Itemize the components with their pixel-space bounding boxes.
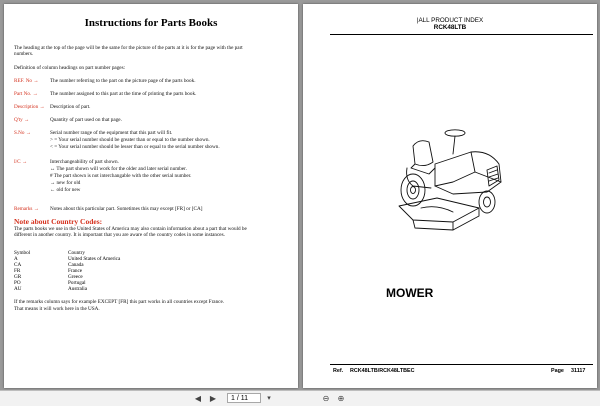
next-page-icon[interactable]: ▶	[209, 394, 217, 403]
def-text-qty: Quantity of part used on that page.	[50, 117, 122, 123]
def-text-sno-3: < = Your serial number should be lesser than or equal to the serial number shown.	[50, 144, 220, 150]
def-text-part-no: The number assigned to this part at the time of printing the parts book.	[50, 91, 197, 97]
page-number-input[interactable]: 1 / 11	[227, 393, 261, 403]
country-name: Portugal	[68, 280, 86, 286]
def-term-part-no: Part No. →	[14, 91, 38, 97]
country-name: Canada	[68, 262, 84, 268]
page-title: Instructions for Parts Books	[84, 17, 218, 29]
country-name: France	[68, 268, 83, 274]
def-text-sno-2: > = Your serial number should be greater than or equal to the number shown.	[50, 137, 210, 143]
footer-page-label: Page	[551, 368, 564, 374]
header-rule	[330, 34, 593, 35]
zoom-in-icon[interactable]: ⊕	[337, 394, 345, 403]
def-text-ic-3: # The part shown is not interchangable with the other serial number.	[50, 173, 192, 179]
def-term-description: Description →	[14, 104, 45, 110]
note-text-2: different in another country. It is important that you are aware of the country codes in some instances.	[14, 232, 225, 238]
country-symbol: AU	[14, 286, 22, 292]
lawn-tractor-illustration	[391, 124, 511, 244]
country-header-symbol: Symbol	[14, 250, 31, 256]
def-term-ic: I/C →	[14, 159, 28, 165]
definition-heading: Definition of column headings on part number pages:	[14, 65, 126, 71]
country-codes-heading: Note about Country Codes:	[14, 217, 103, 226]
country-symbol: A	[14, 256, 18, 262]
product-index-heading: |ALL PRODUCT INDEX	[416, 17, 484, 24]
def-term-ref-no: REF. No →	[14, 78, 39, 84]
def-text-ic-2: ↔ The part shown will work for the older and later serial number.	[50, 166, 187, 172]
def-term-remarks: Remarks →	[14, 206, 39, 212]
def-text-remarks: Notes about this particular part. Sometimes this may except [FR] or [CA]	[50, 206, 203, 212]
country-symbol: CA	[14, 262, 22, 268]
def-text-sno-1: Serial number range of the equipment that this part will fit.	[50, 130, 173, 136]
country-symbol: FR	[14, 268, 21, 274]
def-term-sno: S.No →	[14, 130, 32, 136]
page-dropdown-chevron-icon[interactable]: ▾	[267, 395, 271, 402]
def-text-ic-4: → new for old	[50, 180, 81, 186]
footer-rule	[330, 364, 593, 365]
def-text-description: Description of part.	[50, 104, 91, 110]
closing-line-2: That means it will work here in the USA.	[14, 306, 100, 312]
def-text-ic-5: ← old for new	[50, 187, 81, 193]
zoom-out-icon[interactable]: ⊖	[322, 394, 330, 403]
country-header-country: Country	[68, 250, 86, 256]
image-caption: MOWER	[386, 286, 434, 300]
def-text-ic-1: Interchangeability of part shown.	[50, 159, 119, 165]
previous-page-icon[interactable]: ◀	[194, 394, 202, 403]
note-text-1: The parts books we use in the United States of America may also contain information about a part that would be	[14, 226, 247, 232]
model-number-heading: RCK48LTB	[433, 24, 467, 31]
intro-line-1: The heading at the top of the page will be the same for the picture of the parts at it is for the page with the part	[14, 45, 243, 51]
country-symbol: GR	[14, 274, 22, 280]
left-document-page	[4, 4, 298, 388]
right-document-page	[303, 4, 597, 388]
def-text-ref-no: The number referring to the part on the picture page of the parts book.	[50, 78, 196, 84]
country-name: Greece	[68, 274, 83, 280]
intro-line-2: numbers.	[14, 51, 34, 57]
footer-ref-label: Ref.	[333, 368, 344, 374]
def-term-qty: Q'ty →	[14, 117, 30, 123]
country-name: United States of America	[68, 256, 121, 262]
footer-ref-value: RCK48LTB/RCK48LTBEC	[350, 368, 415, 374]
viewer-toolbar	[0, 390, 600, 406]
country-name: Australia	[68, 286, 88, 292]
footer-page-value: 31117	[571, 368, 586, 374]
country-symbol: PO	[14, 280, 21, 286]
closing-line-1: If the remarks column says for example EXCEPT [FR] this part works in all countries except France.	[14, 299, 225, 305]
